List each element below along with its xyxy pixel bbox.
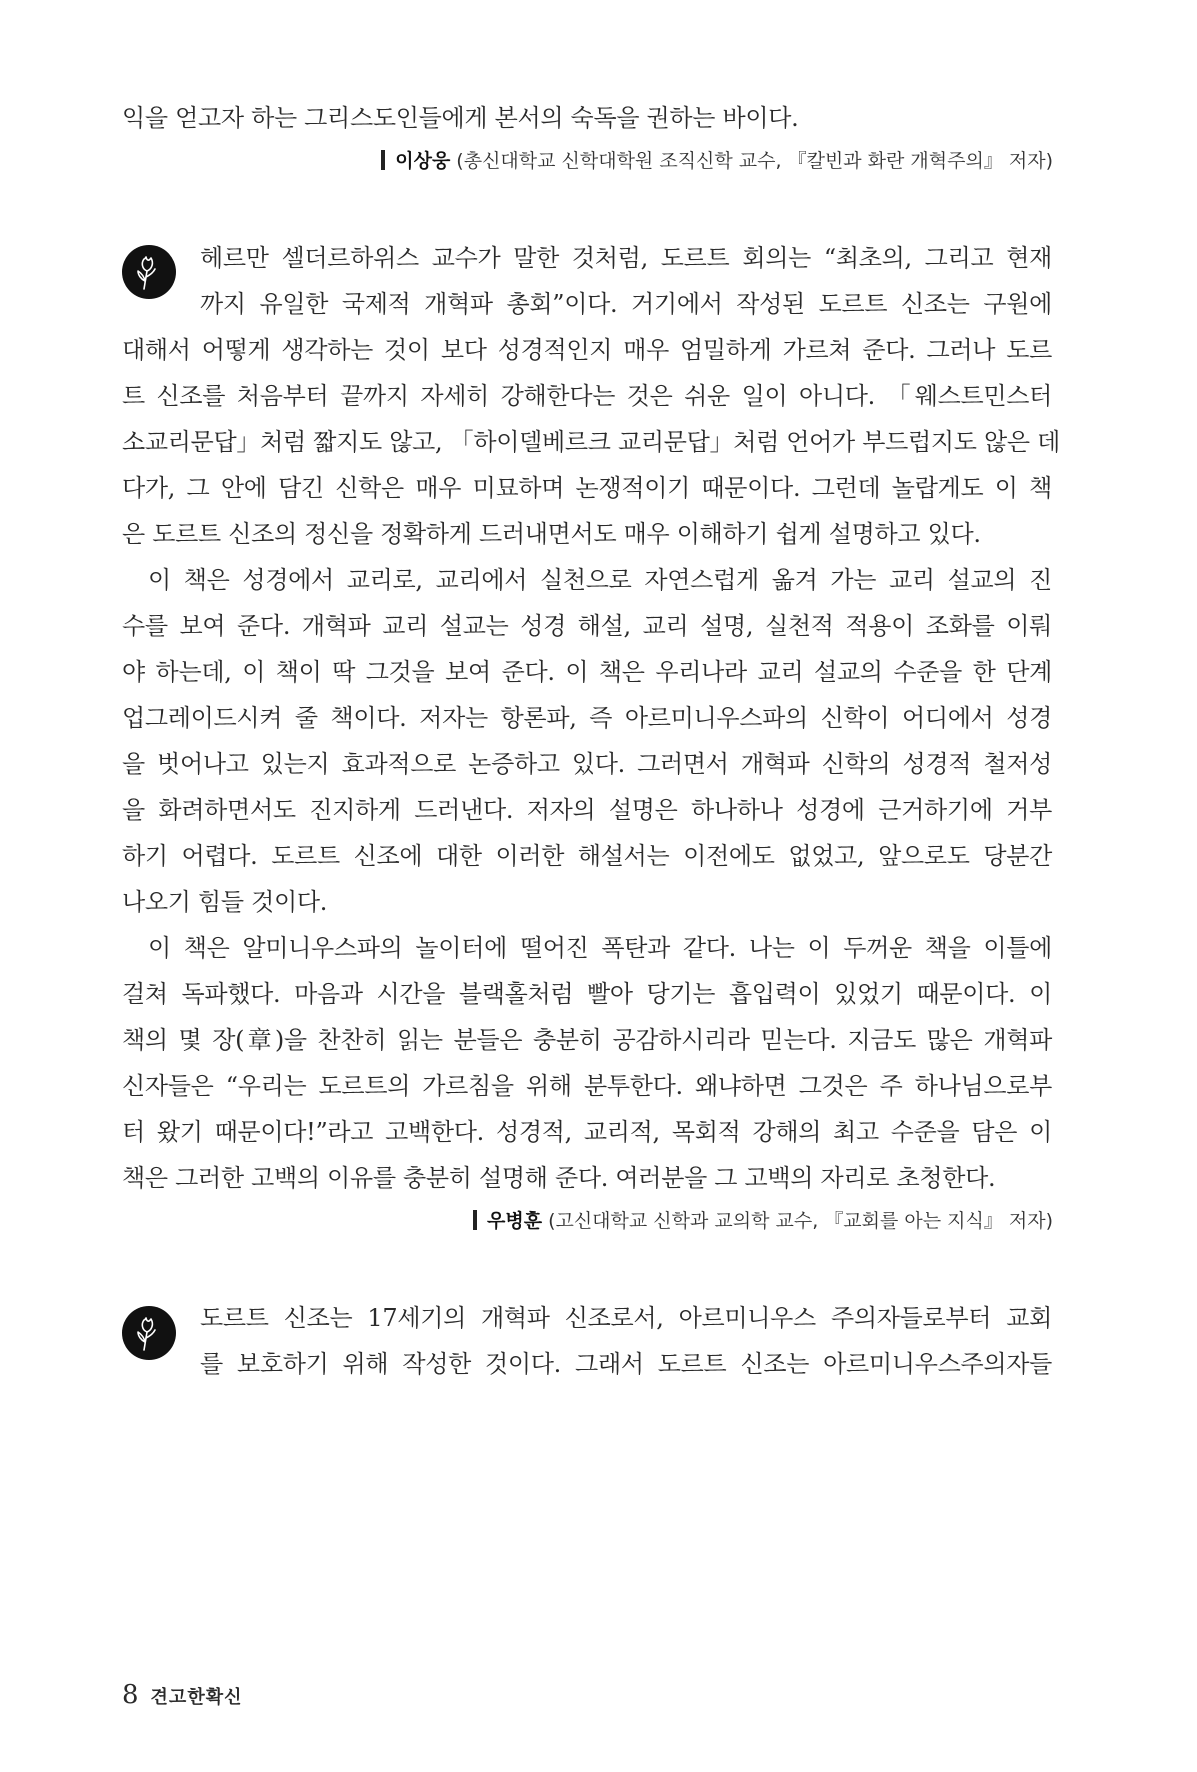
page-number: 8 — [122, 1680, 139, 1710]
paragraph-line: 다가, 그 안에 담긴 신학은 매우 미묘하며 논쟁적이기 때문이다. 그런데 놀랍게도 이 책 — [122, 474, 1052, 502]
paragraph-line: 책의 몇 장(章)을 찬찬히 읽는 분들은 충분히 공감하시리라 믿는다. 지금도 많은 개혁파 — [122, 1026, 1052, 1054]
paragraph-line: 트 신조를 처음부터 끝까지 자세히 강해한다는 것은 쉬운 일이 아니다. 「웨스트민스터 — [122, 382, 1052, 410]
attribution-name: 이상웅 — [395, 150, 451, 172]
paragraph-line: 하기 어렵다. 도르트 신조에 대한 이러한 해설서는 이전에도 없었고, 앞으로도 당분간 — [122, 842, 1052, 870]
paragraph-line: 책은 그러한 고백의 이유를 충분히 설명해 준다. 여러분을 그 고백의 자리로 초청한다. — [122, 1164, 996, 1192]
attribution-name: 우병훈 — [487, 1210, 543, 1232]
paragraph-line: 걸쳐 독파했다. 마음과 시간을 블랙홀처럼 빨아 당기는 흡입력이 있었기 때문이다. 이 — [122, 980, 1052, 1008]
paragraph-line: 이 책은 알미니우스파의 놀이터에 떨어진 폭탄과 같다. 나는 이 두꺼운 책을 이틀에 — [148, 934, 1052, 962]
attribution-detail: (고신대학교 신학과 교의학 교수, 『교회를 아는 지식』 저자) — [548, 1210, 1053, 1232]
attribution-1 — [381, 146, 1053, 176]
paragraph-line: 나오기 힘들 것이다. — [122, 888, 328, 916]
paragraph-line: 익을 얻고자 하는 그리스도인들에게 본서의 숙독을 권하는 바이다. — [122, 104, 799, 132]
page-footer — [122, 1680, 243, 1713]
paragraph-line: 도르트 신조는 17세기의 개혁파 신조로서, 아르미니우스 주의자들로부터 교회 — [200, 1304, 1052, 1332]
paragraph-line: 업그레이드시켜 줄 책이다. 저자는 항론파, 즉 아르미니우스파의 신학이 어디에서 성경 — [122, 704, 1052, 732]
paragraph-line: 을 벗어나고 있는지 효과적으로 논증하고 있다. 그러면서 개혁파 신학의 성경적 철저성 — [122, 750, 1052, 778]
paragraph-line: 소교리문답」처럼 짧지도 않고, 「하이델베르크 교리문답」처럼 언어가 부드럽지도 않은 데 — [122, 428, 1060, 456]
attribution-2 — [473, 1206, 1053, 1236]
paragraph-line: 야 하는데, 이 책이 딱 그것을 보여 준다. 이 책은 우리나라 교리 설교의 수준을 한 단계 — [122, 658, 1052, 686]
paragraph-line: 를 보호하기 위해 작성한 것이다. 그래서 도르트 신조는 아르미니우스주의자들 — [200, 1350, 1052, 1378]
attribution-bar — [381, 150, 385, 170]
book-title: 견고한확신 — [150, 1687, 243, 1708]
tulip-icon — [122, 1306, 176, 1360]
paragraph-line: 까지 유일한 국제적 개혁파 총회”이다. 거기에서 작성된 도르트 신조는 구원에 — [200, 290, 1052, 318]
paragraph-line: 은 도르트 신조의 정신을 정확하게 드러내면서도 매우 이해하기 쉽게 설명하고 있다. — [122, 520, 981, 548]
attribution-detail: (총신대학교 신학대학원 조직신학 교수, 『칼빈과 화란 개혁주의』 저자) — [456, 150, 1053, 172]
paragraph-line: 이 책은 성경에서 교리로, 교리에서 실천으로 자연스럽게 옮겨 가는 교리 설교의 진 — [148, 566, 1052, 594]
paragraph-line: 수를 보여 준다. 개혁파 교리 설교는 성경 해설, 교리 설명, 실천적 적용이 조화를 이뤄 — [122, 612, 1052, 640]
tulip-icon — [122, 245, 176, 299]
paragraph-line: 대해서 어떻게 생각하는 것이 보다 성경적인지 매우 엄밀하게 가르쳐 준다. 그러나 도르 — [122, 336, 1052, 364]
paragraph-line: 헤르만 셀더르하위스 교수가 말한 것처럼, 도르트 회의는 “최초의, 그리고 현재 — [200, 244, 1052, 272]
attribution-bar — [473, 1210, 477, 1230]
paragraph-line: 신자들은 “우리는 도르트의 가르침을 위해 분투한다. 왜냐하면 그것은 주 하나님으로부 — [122, 1072, 1052, 1100]
paragraph-line: 터 왔기 때문이다!”라고 고백한다. 성경적, 교리적, 목회적 강해의 최고 수준을 담은 이 — [122, 1118, 1052, 1146]
paragraph-line: 을 화려하면서도 진지하게 드러낸다. 저자의 설명은 하나하나 성경에 근거하기에 거부 — [122, 796, 1052, 824]
